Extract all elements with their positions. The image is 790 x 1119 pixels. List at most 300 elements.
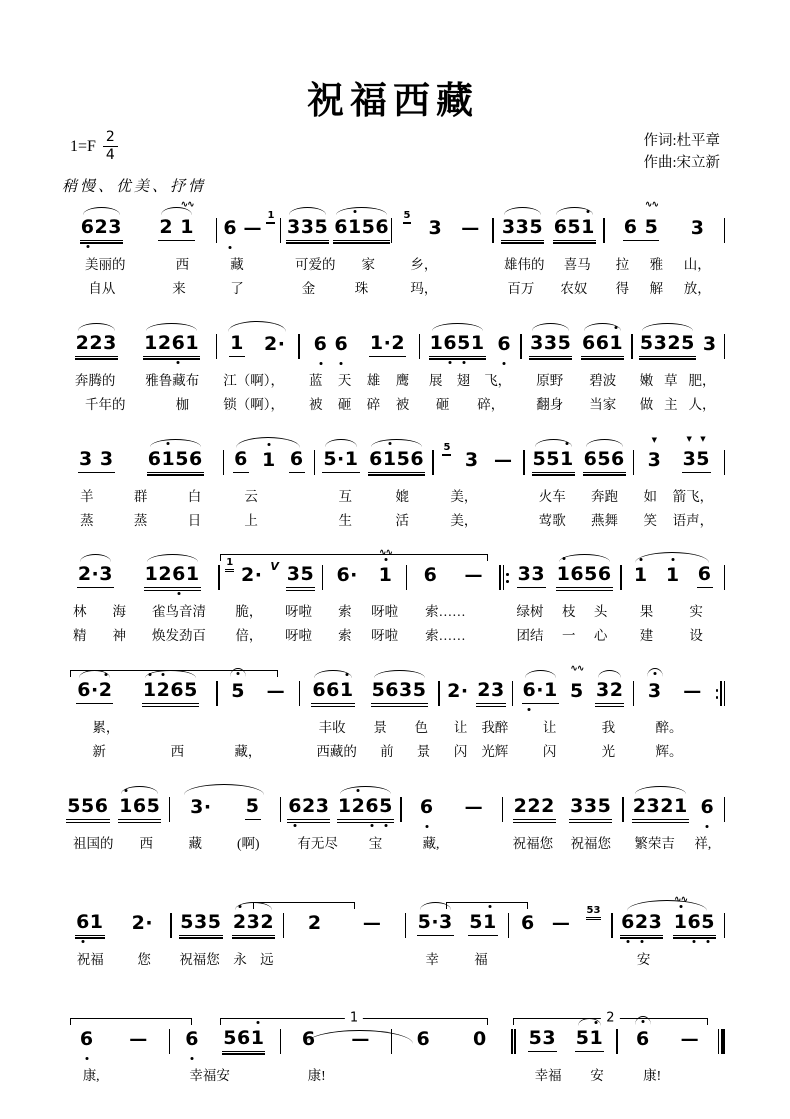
lyrics-line	[60, 626, 726, 647]
lyrics-measure	[317, 487, 431, 508]
lyric-syllable: 林	[73, 604, 87, 620]
measure	[60, 1011, 168, 1063]
lyrics-measure	[393, 255, 489, 276]
lyric-syllable: 索……	[425, 604, 466, 620]
measure	[635, 432, 723, 484]
mordent-ornament: ∿∿	[644, 199, 659, 210]
lyric-syllable: 祝福您	[570, 836, 611, 852]
lyric-syllable: 媲	[395, 488, 409, 504]
note-group: 5	[245, 795, 261, 820]
barline	[723, 432, 726, 484]
lyrics-measure	[403, 834, 499, 855]
lyric-spacer	[721, 395, 726, 416]
lyric-syllable: 福	[474, 952, 488, 968]
lyric-syllable: 远	[260, 952, 274, 968]
barline	[723, 895, 726, 947]
lyrics-measure	[520, 718, 637, 739]
slur-arc	[374, 670, 425, 678]
note-group: —	[129, 1029, 148, 1050]
note-group: 6 23	[80, 216, 123, 241]
lyric-syllable: 奔跑	[590, 488, 618, 504]
lyric-syllable: 海	[112, 604, 126, 620]
lyric-syllable: 永	[233, 952, 247, 968]
lyric-syllable: 呀啦	[285, 628, 313, 644]
lyric-syllable: 锁（啊），	[223, 396, 285, 412]
lyrics-measure	[634, 395, 721, 416]
note-group: 6 1	[75, 911, 104, 936]
lyric-syllable: 火车	[538, 488, 566, 504]
note-group: 1	[665, 564, 681, 588]
slur-arc	[83, 207, 120, 215]
lyrics-measure	[219, 395, 296, 416]
slur-arc	[146, 323, 197, 331]
lyric-syllable: 幸福	[534, 1068, 562, 1083]
measure	[60, 200, 215, 252]
measure	[514, 663, 631, 715]
lyric-syllable: 雅鲁藏布	[145, 372, 200, 388]
music-system	[60, 432, 726, 532]
dot-below	[706, 825, 709, 828]
slur-arc	[228, 321, 287, 332]
note-group: 1·2	[369, 332, 406, 357]
note-group: 6	[416, 1028, 431, 1050]
lyrics-measure	[60, 834, 166, 855]
lyrics-measure	[526, 487, 630, 508]
slur-arc	[289, 207, 326, 215]
lyrics-measure	[301, 395, 417, 416]
note-group: 35	[286, 563, 315, 588]
lyric-syllable: 砸	[337, 396, 352, 412]
key-signature	[70, 130, 118, 164]
note-group: 6	[496, 333, 512, 357]
lyrics-measure	[413, 626, 502, 647]
slur-arc	[578, 1018, 601, 1026]
measure	[218, 200, 279, 252]
lyric-syllable: 景	[416, 744, 431, 760]
note-group: 5 ∿∿	[569, 664, 584, 703]
measure	[495, 200, 603, 252]
note-group: 3	[428, 216, 443, 239]
measure	[60, 547, 217, 599]
note-group: 223	[75, 332, 118, 357]
lyric-syllable: 索……	[425, 628, 466, 644]
lyric-syllable: 山，	[683, 256, 711, 272]
note-group: —	[464, 565, 483, 587]
fermata	[230, 668, 246, 677]
lyrics-measure	[317, 511, 431, 532]
note-group: 2·	[131, 912, 154, 935]
lyrics-line	[60, 371, 726, 392]
note-group: 5	[230, 680, 246, 704]
dot-below	[340, 362, 343, 365]
lyrics-measure	[282, 255, 388, 276]
lyric-syllable: 团结	[516, 628, 544, 644]
lyrics-measure	[285, 950, 402, 971]
lyric-syllable: 辉。	[655, 744, 683, 760]
volta-number: 2	[601, 1010, 619, 1025]
lyric-syllable: 可爱的	[295, 256, 336, 272]
slur-arc	[336, 207, 387, 215]
note-group: 61 56	[147, 448, 204, 473]
notes-row	[60, 316, 726, 368]
lyric-syllable: 景	[373, 720, 387, 736]
dot-below	[384, 824, 387, 827]
slur-arc	[535, 439, 572, 447]
measure	[301, 316, 418, 368]
lyrics-measure	[60, 1066, 168, 1087]
music-system	[60, 316, 726, 416]
lyric-syllable: 一	[561, 628, 576, 644]
note-group: 1	[261, 449, 277, 473]
lyric-syllable: 祥,	[694, 836, 712, 852]
music-system	[60, 663, 726, 763]
music-system	[60, 779, 726, 855]
measure	[316, 432, 431, 484]
lyric-spacer	[721, 371, 726, 392]
music-system	[60, 1011, 726, 1087]
note-group: 661	[311, 679, 354, 704]
lyrics-measure	[504, 834, 620, 855]
dot-above	[267, 443, 270, 446]
note-group: 6	[301, 1028, 316, 1050]
note-group: 551	[532, 448, 575, 473]
lyrics-measure	[436, 487, 521, 508]
lyric-syllable: 西藏的	[316, 744, 357, 760]
slur-arc	[586, 439, 623, 447]
measure	[393, 1011, 510, 1063]
dot-above	[639, 558, 642, 561]
slur-arc	[598, 670, 621, 678]
lyric-spacer	[721, 742, 726, 763]
lyric-syllable: 乡，	[410, 256, 438, 272]
lyric-syllable: 日	[187, 512, 202, 528]
lyric-syllable: 宝	[368, 836, 383, 852]
note-group: 6	[184, 1028, 200, 1052]
note-group: 556	[66, 795, 109, 820]
barline	[723, 779, 726, 831]
dot-below	[528, 708, 531, 711]
measure	[171, 1011, 279, 1063]
lyric-syllable: 呀啦	[371, 628, 399, 644]
fermata	[647, 668, 663, 677]
measure	[635, 663, 715, 715]
measure	[301, 663, 437, 715]
note-group: 12 6 5	[337, 795, 394, 820]
note-group: 222	[513, 795, 556, 820]
lyrics-measure	[222, 718, 300, 739]
lyric-syllable: 闪	[453, 744, 468, 760]
lyric-syllable: 枷	[175, 396, 190, 412]
lyric-syllable: 建	[639, 628, 654, 644]
lyric-syllable: 神	[112, 628, 126, 644]
notes-row	[60, 547, 726, 599]
lyrics-measure	[622, 626, 721, 647]
lyrics-measure	[622, 602, 721, 623]
notes-row	[60, 1011, 726, 1063]
lyric-syllable: 家	[361, 256, 375, 272]
lyric-syllable: 美丽的	[85, 256, 126, 272]
lyric-syllable: 藏,	[422, 836, 440, 852]
measure	[634, 316, 723, 368]
lyric-syllable: 雀鸟音清	[152, 604, 206, 620]
lyric-syllable: 祖国的	[73, 836, 114, 852]
meta-row	[70, 130, 720, 175]
lyric-spacer	[721, 950, 726, 971]
note-group: 2·	[241, 564, 263, 587]
lyrics-line	[60, 395, 726, 416]
dot-below	[707, 940, 710, 943]
lyric-syllable: 蒸	[133, 512, 148, 528]
lyrics-measure	[625, 834, 721, 855]
lyrics-measure	[219, 255, 277, 276]
lyric-syllable: 让	[453, 720, 468, 736]
lyrics-measure	[523, 395, 629, 416]
barline	[723, 316, 726, 368]
lyric-syllable: 幸福安	[189, 1068, 230, 1083]
lyric-syllable: 了	[230, 280, 244, 296]
lyric-syllable: 嫩	[639, 372, 654, 388]
note-group: 33	[517, 563, 546, 588]
lyric-syllable: 做	[639, 396, 654, 412]
note-group: 126 1	[143, 332, 200, 357]
dot-above	[488, 905, 491, 908]
lyrics-line	[60, 1066, 726, 1087]
barline	[723, 200, 726, 252]
lyric-syllable: 砸	[435, 396, 450, 412]
note-group: 6	[423, 564, 438, 587]
slur-arc	[147, 554, 198, 562]
lyric-syllable: 笑	[643, 512, 657, 528]
lyrics-line	[60, 511, 726, 532]
music-system	[60, 200, 726, 300]
note-group: 5635	[371, 679, 428, 704]
lyrics-measure	[219, 279, 277, 300]
note-group: 5·3	[417, 911, 454, 936]
lyrics-measure	[413, 602, 502, 623]
note-group: 3	[647, 680, 663, 704]
lyric-syllable: 幸	[425, 952, 439, 968]
lyric-syllable: 藏	[230, 256, 244, 272]
lyrics-measure	[173, 950, 281, 971]
dot-below	[462, 361, 465, 364]
dot-below	[229, 246, 232, 249]
grace-note: 1	[226, 557, 234, 569]
note-group: 6·	[336, 564, 358, 587]
lyric-syllable: 呀啦	[371, 604, 399, 620]
note-group: 61 56	[333, 216, 390, 241]
lyric-syllable: 天	[337, 372, 352, 388]
lyrics-measure	[605, 279, 721, 300]
note-group: 6 5 ∿∿	[623, 216, 660, 241]
dot-below	[693, 940, 696, 943]
measure	[402, 779, 500, 831]
lyric-syllable: 群	[133, 488, 148, 504]
note-group: 6	[79, 1028, 95, 1052]
lyrics-measure	[60, 950, 168, 971]
barline	[717, 1011, 726, 1063]
note-group: 2·	[447, 680, 469, 703]
note-group: 6	[222, 217, 238, 241]
measure	[60, 663, 215, 715]
lyric-syllable: 活	[395, 512, 409, 528]
lyrics-measure	[494, 255, 600, 276]
measure	[282, 779, 399, 831]
lyric-syllable: 喜马	[563, 256, 591, 272]
lyrics-line	[60, 950, 726, 971]
measure	[282, 200, 390, 252]
lyrics-measure	[60, 395, 214, 416]
mordent-ornament: ∿∿	[378, 548, 393, 559]
lyric-syllable: 原野	[536, 372, 564, 388]
mordent-ornament: ∿∿	[570, 664, 584, 675]
measure	[393, 200, 491, 252]
lyrics-measure	[219, 371, 296, 392]
note-group: 32	[595, 679, 624, 704]
lyric-syllable: 光辉	[481, 744, 509, 760]
grace-note: 5	[403, 209, 411, 221]
barline	[715, 663, 726, 715]
lyrics-measure	[613, 950, 721, 971]
breath-mark: V	[270, 560, 279, 574]
dot-below	[177, 361, 180, 364]
slur-arc	[235, 902, 272, 910]
lyric-syllable: 我醉	[481, 720, 509, 736]
lyrics-measure	[173, 1066, 281, 1087]
accent-mark: ▼	[651, 435, 658, 444]
measure	[623, 547, 723, 599]
measure	[421, 316, 519, 368]
lyric-syllable: 美，	[450, 488, 478, 504]
score	[60, 200, 726, 1087]
note-group: 6	[700, 796, 716, 820]
lyric-syllable: 累，	[92, 720, 120, 736]
lyric-spacer	[721, 1066, 726, 1087]
measure	[613, 895, 722, 947]
lyrics-measure	[226, 487, 311, 508]
note-group: 1 ∿∿	[378, 548, 393, 587]
lyric-syllable: 展	[428, 372, 443, 388]
lyric-syllable: 云	[244, 488, 258, 504]
lyric-syllable: 奔腾的	[74, 372, 116, 388]
measure	[606, 200, 723, 252]
slur-arc	[314, 670, 351, 678]
note-group: 6	[520, 912, 535, 935]
lyric-syllable: 繁荣吉	[634, 836, 675, 852]
note-group: 3 ▼ 5 ▼	[682, 448, 711, 473]
note-group: 6	[419, 796, 435, 820]
note-group: —	[494, 449, 513, 471]
note-group: 3·	[190, 796, 212, 819]
note-group: 61 56	[368, 448, 425, 473]
measure	[504, 779, 621, 831]
lyrics-measure	[60, 255, 214, 276]
lyrics-measure	[520, 1066, 618, 1087]
dot-below	[81, 940, 84, 943]
lyrics-measure	[643, 718, 721, 739]
lyric-syllable: 呀啦	[285, 604, 313, 620]
lyrics-measure	[171, 834, 277, 855]
lyrics-measure	[282, 834, 398, 855]
lyrics-line	[60, 742, 726, 763]
note-group: 6	[289, 448, 305, 473]
note-group: 16 5 1	[429, 332, 486, 357]
lyric-spacer	[721, 602, 726, 623]
slur-arc	[340, 786, 391, 794]
slur-arc	[121, 786, 158, 794]
fermata	[635, 1016, 651, 1025]
slur-arc	[78, 323, 115, 331]
measure	[441, 663, 511, 715]
note-group: 535	[179, 911, 222, 936]
lyrics-measure	[623, 1066, 721, 1087]
time-denominator: 4	[105, 147, 115, 164]
lyric-syllable: 碎，	[477, 396, 505, 412]
lyric-syllable: 被	[308, 396, 323, 412]
credits	[643, 130, 720, 175]
dot-below	[626, 940, 629, 943]
lyrics-measure	[60, 487, 221, 508]
lyric-syllable: 果	[639, 604, 654, 620]
lyrics-measure	[494, 279, 600, 300]
measure	[221, 547, 321, 599]
note-group: 23	[476, 679, 505, 704]
measure	[60, 432, 222, 484]
lyric-spacer	[721, 279, 726, 300]
lyric-syllable: 得	[615, 280, 630, 296]
notes-row	[60, 895, 726, 947]
lyrics-line	[60, 718, 726, 739]
key-label: 1=F	[70, 137, 96, 155]
note-group: 335	[569, 795, 612, 820]
mordent-ornament: ∿∿	[180, 199, 194, 210]
dot-above	[679, 905, 682, 908]
lyric-syllable: 雅	[649, 256, 664, 272]
lyric-syllable: 碎	[366, 396, 381, 412]
lyrics-measure	[60, 718, 217, 739]
dot-below	[177, 592, 180, 595]
measure	[517, 1011, 615, 1063]
lyric-syllable: 藏，	[234, 744, 262, 760]
lyric-spacer	[721, 511, 726, 532]
note-group: 2 32	[232, 911, 275, 936]
slur-arc	[627, 900, 708, 911]
lyrics-measure	[60, 602, 219, 623]
measure	[60, 895, 169, 947]
lyric-syllable: 肥，	[688, 372, 716, 388]
lyric-spacer	[721, 626, 726, 647]
lyric-syllable: 藏	[188, 836, 202, 852]
dot-below	[640, 940, 643, 943]
lyrics-measure	[605, 255, 721, 276]
grace-note: 5	[443, 441, 451, 453]
lyrics-measure	[634, 371, 721, 392]
dot-above	[256, 1021, 259, 1024]
lyric-syllable: 箭飞，	[672, 488, 714, 504]
measure	[324, 547, 405, 599]
lyric-syllable: 当家	[589, 396, 617, 412]
lyrics-measure	[422, 371, 518, 392]
lyric-syllable: 我	[601, 720, 616, 736]
lyric-syllable: 索	[338, 604, 352, 620]
slur-arc	[145, 670, 196, 678]
lyrics-line	[60, 279, 726, 300]
measure	[510, 895, 610, 947]
lyric-syllable: 百万	[507, 280, 535, 296]
lyrics-measure	[511, 950, 609, 971]
note-group: 126 1	[144, 563, 201, 588]
note-group: —	[551, 913, 571, 935]
lyrics-measure	[285, 1066, 393, 1087]
